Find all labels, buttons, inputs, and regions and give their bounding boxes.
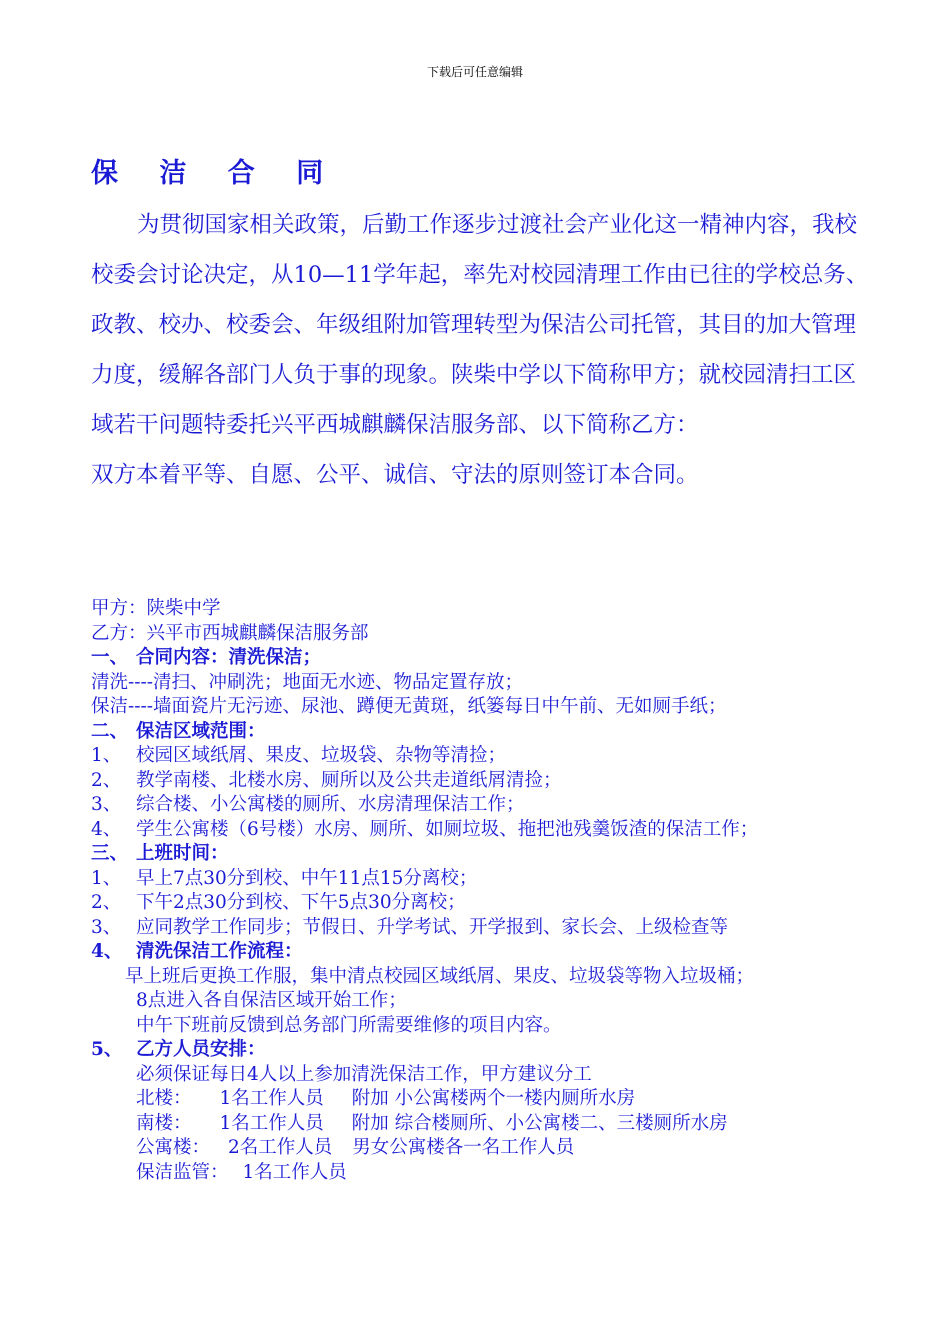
staff-count: 1名工作人员: [219, 1088, 324, 1109]
staff-count: 2名工作人员: [228, 1137, 333, 1158]
intro-paragraph-2: 双方本着平等、自愿、公平、诚信、守法的原则签订本合同。: [91, 462, 699, 488]
section2-item: [91, 793, 871, 818]
section4-line: 8点进入各自保洁区域开始工作；: [136, 990, 407, 1011]
item-text: 应同教学工作同步；节假日、升学考试、开学报到、家长会、上级检查等: [136, 916, 729, 938]
section2-num: 二、: [91, 720, 129, 742]
item-text: 下午2点30分到校、下午5点30分离校；: [136, 892, 466, 913]
section2-title: 保洁区域范围：: [136, 720, 266, 742]
staff-count: 1名工作人员: [242, 1161, 347, 1183]
party-b: 乙方：兴平市西城麒麟保洁服务部: [91, 622, 369, 644]
section1-line: 保洁----墙面瓷片无污迹、尿池、蹲便无黄斑，纸篓每日中午前、无如厕手纸；: [91, 696, 727, 717]
staff-row: [91, 1112, 871, 1137]
section3-item: [91, 867, 871, 892]
section1-heading: [91, 646, 871, 671]
staff-label: 南楼：: [136, 1112, 192, 1134]
section5-heading: [91, 1038, 871, 1063]
section5-title: 乙方人员安排：: [136, 1039, 266, 1060]
staff-label: 保洁监管：: [136, 1161, 229, 1183]
intro-paragraph-1: [91, 200, 871, 450]
contract-body: [91, 597, 871, 1185]
item-num: 3、: [91, 916, 122, 938]
section4-heading: [91, 940, 871, 965]
section2-item: [91, 744, 871, 769]
section3-heading: [91, 842, 871, 867]
staff-note: 男女公寓楼各一名工作人员: [352, 1137, 575, 1158]
item-num: 1、: [91, 867, 122, 889]
item-text: 教学南楼、北楼水房、厕所以及公共走道纸屑清捡；: [136, 769, 562, 791]
section1-title: 合同内容：清洗保洁；: [136, 647, 322, 668]
staff-row: [91, 1136, 871, 1161]
staff-note: 附加 综合楼厕所、小公寓楼二、三楼厕所水房: [351, 1112, 728, 1134]
item-num: 1、: [91, 745, 122, 766]
section3-item: [91, 891, 871, 916]
staff-note: 附加 小公寓楼两个一楼内厕所水房: [351, 1088, 636, 1109]
section4-line: [91, 965, 871, 990]
section1-num: 一、: [91, 647, 129, 668]
staff-label: 公寓楼：: [136, 1137, 211, 1158]
section4-line: 中午下班前反馈到总务部门所需要维修的项目内容。: [136, 1014, 562, 1036]
intro-section: [91, 200, 871, 500]
section4-line-text: 早上班后更换工作服，集中清点校园区域纸屑、果皮、垃圾袋等物入垃圾桶；: [125, 965, 755, 987]
section5-intro: 必须保证每日4人以上参加清洗保洁工作，甲方建议分工: [136, 1063, 592, 1085]
item-num: 3、: [91, 794, 122, 815]
section3-num: 三、: [91, 843, 129, 864]
section5-num: 5、: [91, 1039, 123, 1060]
item-num: 2、: [91, 769, 122, 791]
item-text: 早上7点30分到校、中午11点15分离校；: [136, 867, 478, 889]
section4-num: 4、: [91, 941, 123, 962]
section4-title: 清洗保洁工作流程：: [136, 941, 303, 962]
section3-title: 上班时间：: [136, 843, 229, 864]
party-a: 甲方：陕柴中学: [91, 598, 221, 619]
item-text: 校园区域纸屑、果皮、垃圾袋、杂物等清捡；: [136, 745, 507, 766]
document-title: 保 洁 合 同: [91, 158, 340, 189]
staff-row: [91, 1161, 871, 1186]
staff-label: 北楼：: [136, 1088, 192, 1109]
section2-item: [91, 769, 871, 794]
section2-heading: [91, 720, 871, 745]
staff-row: [91, 1087, 871, 1112]
item-text: 学生公寓楼（6号楼）水房、厕所、如厕垃圾、拖把池残羹饭渣的保洁工作；: [136, 818, 759, 840]
section3-item: [91, 916, 871, 941]
item-text: 综合楼、小公寓楼的厕所、水房清理保洁工作；: [136, 794, 525, 815]
staff-count: 1名工作人员: [219, 1112, 324, 1134]
page-header: 下载后可任意编辑: [426, 65, 523, 79]
item-num: 4、: [91, 818, 122, 840]
section1-line: 清洗----清扫、冲刷洗；地面无水迹、物品定置存放；: [91, 671, 524, 693]
section2-item: [91, 818, 871, 843]
item-num: 2、: [91, 892, 122, 913]
intro-paragraph-1-text: 为贯彻国家相关政策，后勤工作逐步过渡社会产业化这一精神内容，我校校委会讨论决定，从10—11学年起，率先对校园清理工作由已往的学校总务、政教、校办、校委会、年级组附加管理转型为保洁公司托管，其目的加大管理力度，缓解各部门人负于事的现象。陕柴中学以下简称甲方；就校园清扫工区域若干问题特委托兴平西城麒麟保洁服务部、以下简称乙方：: [91, 212, 869, 438]
